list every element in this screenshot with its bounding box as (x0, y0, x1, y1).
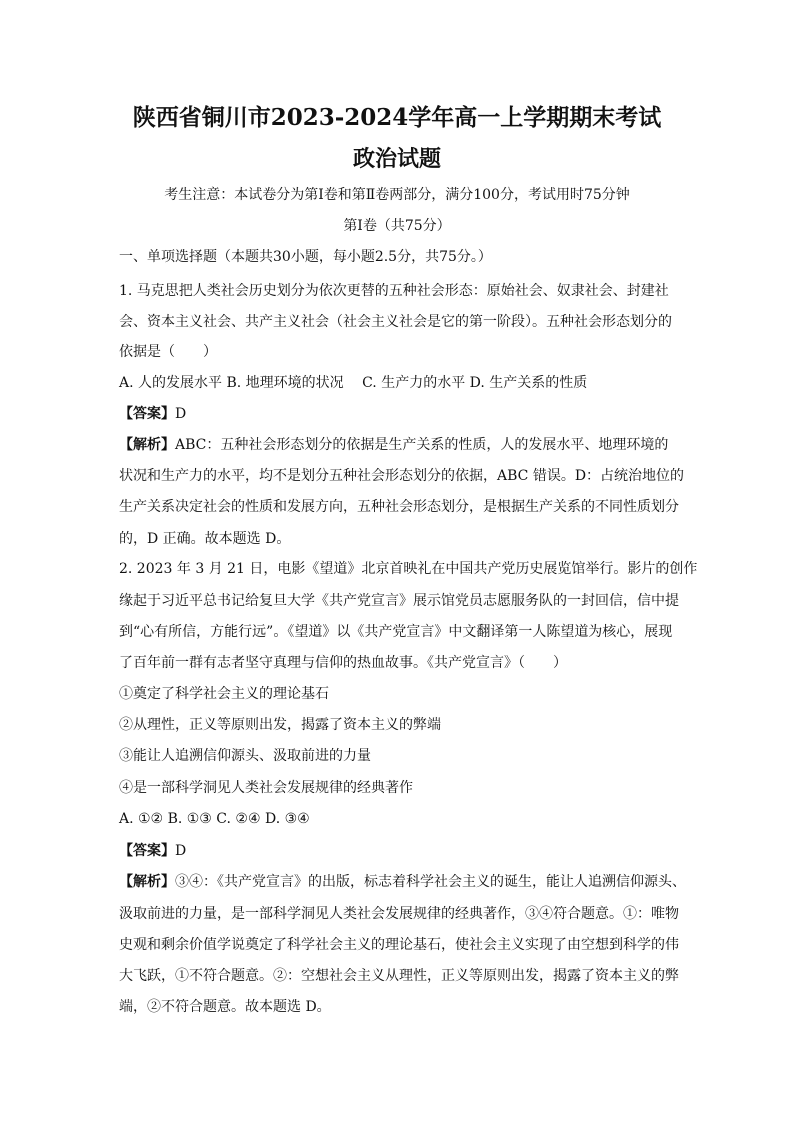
q2-answer (119, 840, 679, 862)
answer-label: 【答案】 (119, 406, 175, 422)
q2-analysis-line: 汲取前进的力量，是一部科学洞见人类社会发展规律的经典著作，③④符合题意。①：唯物 (119, 906, 679, 922)
candidate-notice: 考生注意：本试卷分为第Ⅰ卷和第Ⅱ卷两部分，满分100分，考试用时75分钟 (164, 187, 630, 203)
q2-analysis-line (119, 871, 686, 893)
q2-analysis-line: 史观和剩余价值学说奠定了科学社会主义的理论基石，使社会主义实现了由空想到科学的伟 (119, 937, 679, 953)
section-heading: 一、单项选择题（本题共30小题，每小题2.5分，共75分。） (119, 249, 492, 265)
q2-options: A. ①② B. ①③ C. ②④ D. ③④ (119, 811, 310, 827)
q2-stem-line: 到“心有所信，方能行远”。《望道》以《共产党宣言》中文翻译第一人陈望道为核心，展现 (119, 624, 673, 640)
q2-stem-line: 缘起于习近平总书记给复旦大学《共产党宣言》展示馆党员志愿服务队的一封回信，信中提 (119, 593, 679, 609)
q2-analysis-line: 大飞跃，①不符合题意。②：空想社会主义从理性，正义等原则出发，揭露了资本主义的弊 (119, 968, 679, 984)
analysis-label: 【解析】 (119, 437, 175, 453)
q2-item: ②从理性，正义等原则出发，揭露了资本主义的弊端 (119, 717, 441, 733)
q2-analysis-line: 端，②不符合题意。故本题选 D。 (119, 999, 331, 1015)
q2-stem-line: 了百年前一群有志者坚守真理与信仰的热血故事。《共产党宣言》（ ） (119, 655, 567, 671)
q1-stem-line: 依据是（ ） (119, 344, 217, 360)
q1-analysis-line (119, 434, 679, 456)
volume-heading: 第Ⅰ卷（共75分） (343, 218, 451, 234)
q1-analysis-line: 生产关系决定社会的性质和发展方向，五种社会形态划分，是根据生产关系的不同性质划分 (119, 499, 679, 515)
answer-label: 【答案】 (119, 843, 175, 859)
subject-title: 政治试题 (352, 146, 441, 172)
q1-answer (119, 403, 679, 425)
exam-title: 陕西省铜川市2023-2024学年高一上学期期末考试 (132, 104, 662, 131)
answer-value: D (175, 406, 187, 422)
q1-stem-line: 1. 马克思把人类社会历史划分为依次更替的五种社会形态：原始社会、奴隶社会、封建社 (119, 283, 669, 299)
analysis-text: ABC：五种社会形态划分的依据是生产关系的性质，人的发展水平、地理环境的 (175, 437, 669, 453)
q1-options: A. 人的发展水平 B. 地理环境的状况 C. 生产力的水平 D. 生产关系的性质 (119, 375, 588, 391)
q2-item: ③能让人追溯信仰源头、汲取前进的力量 (119, 748, 371, 764)
q1-analysis-line: 的，D 正确。故本题选 D。 (119, 531, 291, 547)
q2-item: ①奠定了科学社会主义的理论基石 (119, 686, 329, 702)
answer-value: D (175, 843, 187, 859)
analysis-label: 【解析】 (119, 874, 175, 890)
q2-stem-line: 2. 2023 年 3 月 21 日，电影《望道》北京首映礼在中国共产党历史展览馆举行。影片的创作 (119, 561, 698, 577)
analysis-text: ③④：《共产党宣言》的出版，标志着科学社会主义的诞生，能让人追溯信仰源头、 (175, 874, 686, 890)
q1-analysis-line: 状况和生产力的水平，均不是划分五种社会形态划分的依据，ABC 错误。D：占统治地位的 (119, 468, 685, 484)
q1-stem-line: 会、资本主义社会、共产主义社会（社会主义社会是它的第一阶段）。五种社会形态划分的 (119, 314, 672, 330)
q2-item: ④是一部科学洞见人类社会发展规律的经典著作 (119, 780, 413, 796)
